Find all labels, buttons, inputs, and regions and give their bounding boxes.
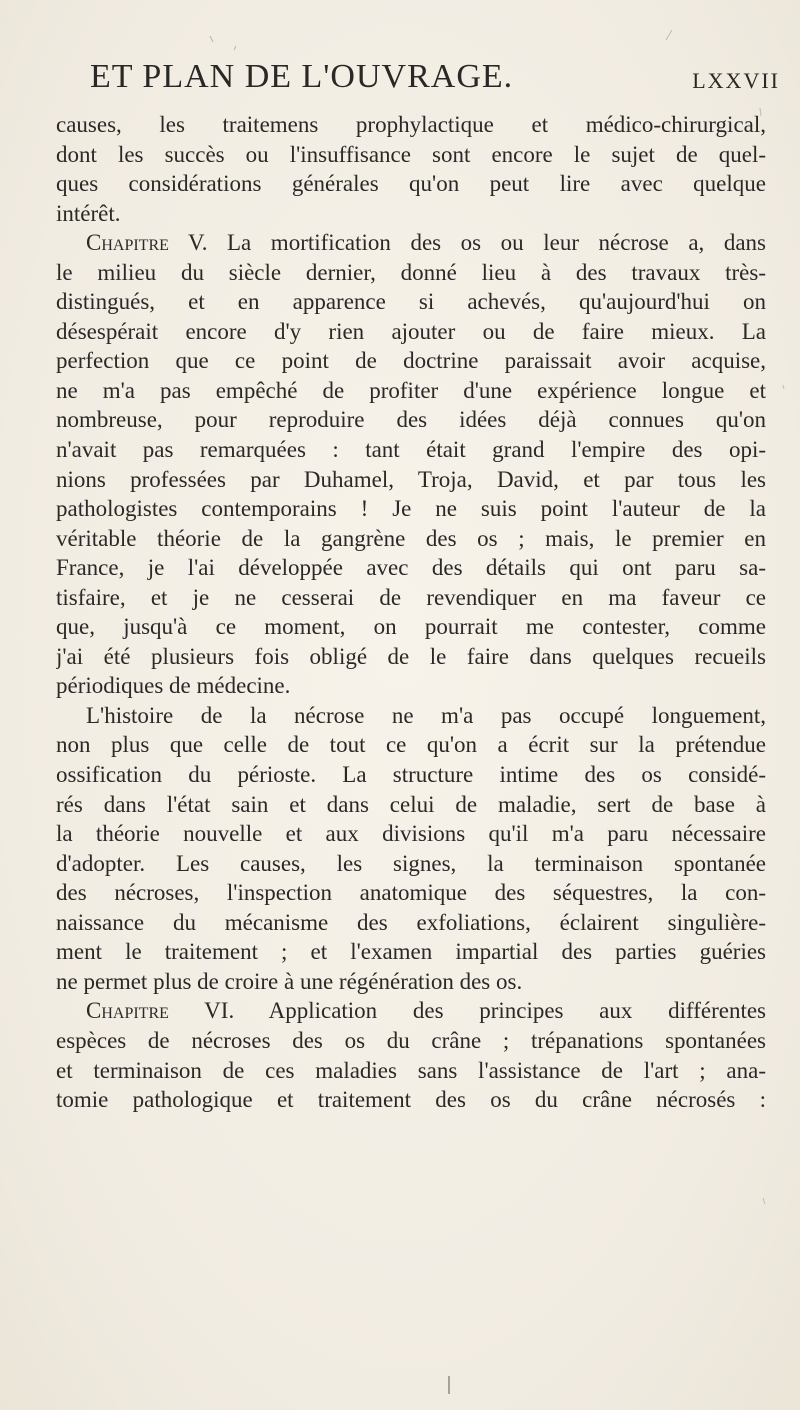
text-line: naissance du mécanisme des exfoliations, éclairent singulière- xyxy=(56,909,766,935)
text-line: tisfaire, et je ne cesserai de revendiquer en ma faveur ce xyxy=(56,584,766,610)
paper-fleck-mark xyxy=(783,385,784,389)
chapter-line xyxy=(56,228,766,258)
page-header xyxy=(90,58,780,108)
text-line: ossification du périoste. La structure intime des os considé- xyxy=(56,762,766,788)
chapter-line-text: V. La mortification des os ou leur nécrose a, dans xyxy=(188,230,766,256)
text-line: intérêt. xyxy=(56,200,121,226)
text-line: des nécroses, l'inspection anatomique des séquestres, la con- xyxy=(56,880,766,906)
text-line: tomie pathologique et traitement des os du crâne nécrosés : xyxy=(56,1087,766,1113)
chapter-label: Chapitre xyxy=(86,230,169,256)
text-line: espèces de nécroses des os du crâne ; trépanations spontanées xyxy=(56,1027,766,1053)
text-line: nombreuse, pour reproduire des idées déjà connues qu'on xyxy=(56,407,766,433)
paper-fleck-mark xyxy=(210,36,213,42)
text-line: perfection que ce point de doctrine paraissait avoir acquise, xyxy=(56,348,766,374)
text-line: j'ai été plusieurs fois obligé de le faire dans quelques recueils xyxy=(56,643,766,669)
text-line: dont les succès ou l'insuffisance sont encore le sujet de quel- xyxy=(56,141,766,167)
text-line: n'avait pas remarquées : tant était grand l'empire des opi- xyxy=(56,437,766,463)
text-line: ne m'a pas empêché de profiter d'une expérience longue et xyxy=(56,377,766,403)
text-line: ques considérations générales qu'on peut lire avec quelque xyxy=(56,171,766,197)
text-line: le milieu du siècle dernier, donné lieu à des travaux très- xyxy=(56,259,766,285)
text-line: véritable théorie de la gangrène des os ; mais, le premier en xyxy=(56,525,766,551)
text-line: distingués, et en apparence si achevés, qu'aujourd'hui on xyxy=(56,289,766,315)
text-line: France, je l'ai développée avec des détails qui ont paru sa- xyxy=(56,555,766,581)
text-line: que, jusqu'à ce moment, on pourrait me contester, comme xyxy=(56,614,766,640)
text-line: non plus que celle de tout ce qu'on a écrit sur la prétendue xyxy=(56,732,766,758)
paper-fleck-mark xyxy=(234,46,236,50)
chapter-line xyxy=(56,996,766,1026)
text-line: désespérait encore d'y rien ajouter ou de faire mieux. La xyxy=(56,318,766,344)
page-number: LXXVII xyxy=(692,68,780,93)
body-text xyxy=(56,110,766,1115)
chapter-label: Chapitre xyxy=(86,998,169,1024)
text-line: causes, les traitemens prophylactique et médico-chirurgical, xyxy=(56,112,766,137)
text-line: pathologistes contemporains ! Je ne suis point l'auteur de la xyxy=(56,496,766,522)
text-line: d'adopter. Les causes, les signes, la terminaison spontanée xyxy=(56,850,766,876)
text-line: nions professées par Duhamel, Troja, David, et par tous les xyxy=(56,466,766,492)
text-line: la théorie nouvelle et aux divisions qu'il m'a paru nécessaire xyxy=(56,821,766,847)
paper-fleck-mark xyxy=(763,1198,765,1204)
text-line: ne permet plus de croire à une régénération des os. xyxy=(56,968,523,994)
text-line: et terminaison de ces maladies sans l'assistance de l'art ; ana- xyxy=(56,1057,766,1083)
paper-fleck-mark xyxy=(666,30,672,40)
running-head: ET PLAN DE L'OUVRAGE. xyxy=(90,58,514,95)
text-line: rés dans l'état sain et dans celui de maladie, sert de base à xyxy=(56,791,766,817)
text-line: ment le traitement ; et l'examen impartial des parties guéries xyxy=(56,939,766,965)
text-line: L'histoire de la nécrose ne m'a pas occupé longuement, xyxy=(86,702,766,728)
chapter-line-text: VI. Application des principes aux différentes xyxy=(204,998,766,1024)
text-line: périodiques de médecine. xyxy=(56,673,291,699)
